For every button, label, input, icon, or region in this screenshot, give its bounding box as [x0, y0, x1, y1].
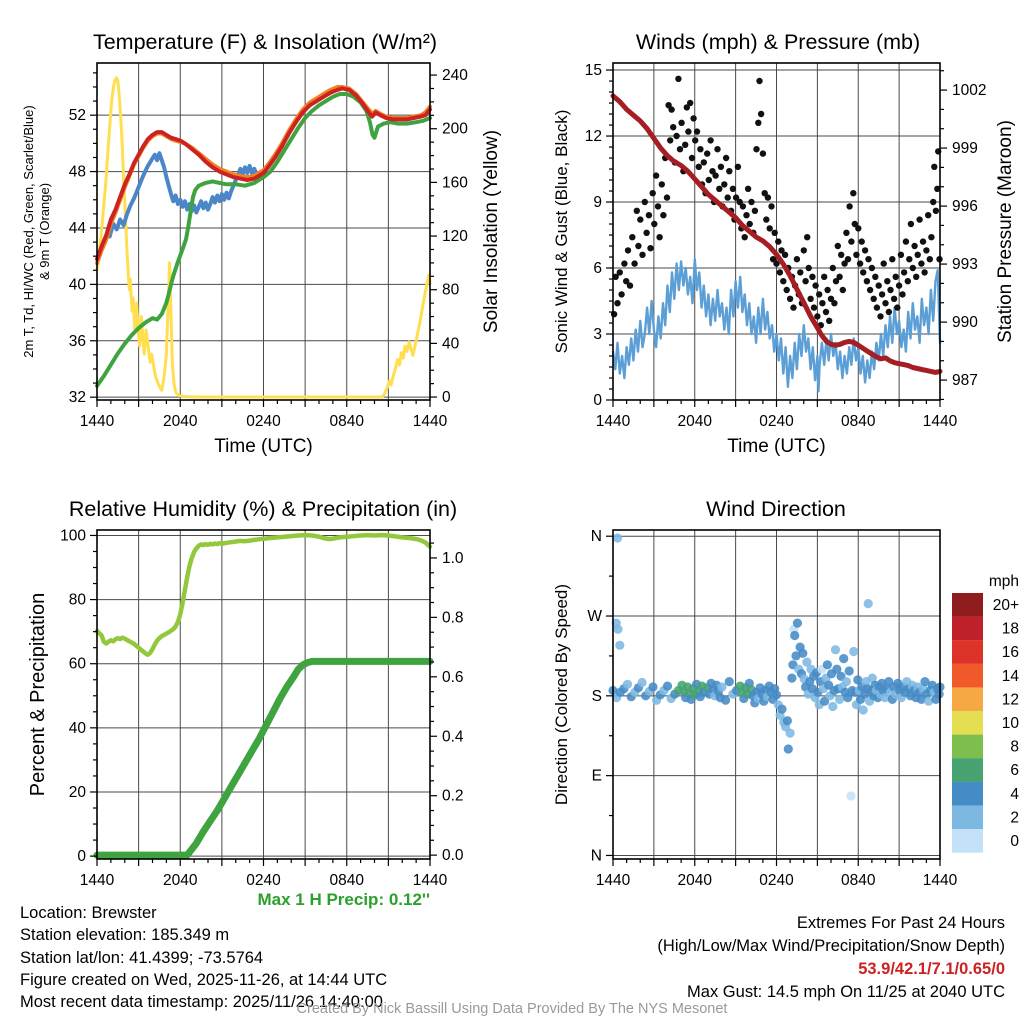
winds-pressure-x-tick-label: 1440 — [595, 413, 631, 430]
colorbar-swatch — [952, 805, 983, 829]
humidity-precip-y-tick-label: 0 — [77, 848, 86, 866]
winds-pressure-x-tick-label: 1440 — [922, 413, 958, 430]
humidity-precip-y-tick-label: 40 — [68, 719, 86, 737]
station-location: Location: Brewster — [20, 904, 157, 922]
wind-direction-chart — [552, 497, 1019, 889]
temperature-insolation-ylabel: & 9m T (Orange) — [37, 182, 52, 281]
colorbar-tick-label: 6 — [1010, 762, 1019, 780]
colorbar-tick-label: 0 — [1010, 833, 1019, 850]
humidity-precip-ylabel: Percent & Precipitation — [27, 592, 49, 797]
wind-direction-ylabel: Direction (Colored By Speed) — [552, 583, 571, 806]
temperature-insolation-title: Temperature (F) & Insolation (W/m²) — [92, 30, 438, 54]
temperature-insolation-x-tick-label: 1440 — [79, 413, 115, 430]
temperature-insolation-y-tick-label: 52 — [68, 107, 86, 125]
temperature-insolation-y2-tick-label: 160 — [442, 174, 468, 192]
max-gust: Max Gust: 14.5 mph On 11/25 at 2040 UTC — [687, 983, 1005, 1001]
winds-pressure-y2-tick-label: 999 — [952, 140, 978, 158]
winds-pressure-y-tick-label: 9 — [593, 194, 602, 212]
colorbar-swatch — [952, 664, 983, 688]
figure-created: Figure created on Wed, 2025-11-26, at 14:44 UTC — [20, 970, 388, 989]
credit-line: Created By Nick Bassill Using Data Provided By The NYS Mesonet — [296, 1001, 728, 1017]
colorbar-tick-label: 20+ — [992, 597, 1019, 614]
winds-pressure-title: Winds (mph) & Pressure (mb) — [635, 30, 921, 54]
humidity-precip-chart — [27, 497, 464, 889]
colorbar-swatch — [952, 617, 983, 641]
winds-pressure-xlabel: Time (UTC) — [727, 436, 826, 457]
temperature-insolation-xlabel: Time (UTC) — [214, 436, 313, 457]
winds-pressure-y-tick-label: 0 — [593, 392, 602, 409]
winds-pressure-y2-tick-label: 993 — [952, 256, 978, 274]
temperature-insolation-ylabel: 2m T, Td, HI/WC (Red, Green, Scarlet/Blue) — [21, 105, 36, 358]
humidity-precip-grid — [97, 530, 430, 859]
humidity-precip-title: Relative Humidity (%) & Precipitation (in) — [68, 497, 458, 521]
winds-pressure-y2-tick-label: 987 — [952, 372, 978, 390]
recent-timestamp: Most recent data timestamp: 2025/11/26 14:40:00 — [20, 993, 383, 1012]
temperature-insolation-x-tick-label: 2040 — [163, 413, 198, 430]
station-elevation: Station elevation: 185.349 m — [20, 926, 230, 945]
temperature-insolation-y2-tick-label: 0 — [442, 389, 451, 407]
temperature-insolation-x-tick-label: 0240 — [246, 413, 281, 430]
colorbar-swatch — [952, 782, 983, 806]
humidity-precip-x-tick-label: 1440 — [79, 872, 115, 889]
colorbar-tick-label: 14 — [1001, 667, 1019, 685]
colorbar-swatch — [952, 758, 983, 782]
temperature-insolation-y2-tick-label: 120 — [442, 228, 468, 246]
humidity-precip-y2-tick-label: 0.0 — [442, 847, 464, 865]
temperature-insolation-y2-tick-label: 240 — [442, 67, 468, 85]
wind-direction-y-tick-label: S — [591, 687, 602, 705]
winds-pressure-ylabel: Sonic Wind & Gust (Blue, Black) — [552, 109, 571, 354]
wind-direction-y-tick-label: E — [591, 767, 602, 785]
temperature-insolation-y-tick-label: 40 — [68, 276, 86, 294]
temperature-insolation-y-tick-label: 48 — [68, 163, 86, 181]
wind-direction-x-tick-label: 1440 — [922, 872, 958, 889]
colorbar-swatch — [952, 711, 983, 735]
humidity-precip-y2-tick-label: 0.8 — [442, 609, 464, 627]
extremes-title: Extremes For Past 24 Hours — [796, 914, 1005, 932]
station-latlon: Station lat/lon: 41.4399; -73.5764 — [20, 948, 264, 967]
colorbar-unit-label: mph — [988, 573, 1019, 590]
colorbar-tick-label: 8 — [1010, 738, 1019, 756]
wind-direction-x-tick-label: 2040 — [677, 872, 712, 889]
temperature-insolation-y2-tick-label: 40 — [442, 335, 460, 353]
colorbar-swatch — [952, 593, 983, 617]
humidity-precip-y2-tick-label: 0.2 — [442, 787, 464, 805]
colorbar-swatch — [952, 829, 983, 853]
wind-direction-y-tick-label: N — [590, 847, 602, 865]
colorbar-swatch — [952, 640, 983, 664]
wind-direction-y-tick-label: N — [590, 528, 602, 546]
winds-pressure-y2-tick-label: 996 — [952, 198, 978, 216]
winds-pressure-x-tick-label: 0840 — [841, 413, 876, 430]
temperature-insolation-y2label: Solar Insolation (Yellow) — [481, 129, 502, 334]
humidity-precip-y2-tick-label: 0.6 — [442, 668, 464, 686]
colorbar-swatch — [952, 735, 983, 759]
temperature-insolation-y-tick-label: 44 — [68, 219, 86, 237]
winds-pressure-x-tick-label: 0240 — [759, 413, 794, 430]
humidity-precip-y-tick-label: 20 — [68, 783, 86, 801]
temperature-insolation-x-tick-label: 0840 — [329, 413, 364, 430]
wind-direction-x-tick-label: 1440 — [595, 872, 631, 889]
winds-pressure-y-tick-label: 3 — [593, 326, 602, 344]
colorbar-tick-label: 2 — [1010, 809, 1019, 827]
temperature-insolation-y-tick-label: 36 — [68, 332, 86, 350]
humidity-precip-x-tick-label: 1440 — [412, 872, 448, 889]
humidity-precip-y-tick-label: 100 — [60, 527, 86, 545]
wind-direction-title: Wind Direction — [706, 497, 846, 521]
winds-pressure-y2label: Station Pressure (Maroon) — [995, 120, 1016, 343]
extremes-block — [657, 912, 1005, 1004]
colorbar-swatch — [952, 687, 983, 711]
humidity-precip-x-tick-label: 2040 — [163, 872, 198, 889]
temperature-insolation-chart — [21, 30, 502, 457]
colorbar-tick-label: 18 — [1001, 620, 1019, 638]
extremes-subtitle: (High/Low/Max Wind/Precipitation/Snow Depth) — [657, 937, 1005, 955]
wind-direction-x-tick-label: 0840 — [841, 872, 876, 889]
temperature-insolation-y2-tick-label: 200 — [442, 120, 468, 138]
max-precip-note: Max 1 H Precip: 0.12'' — [257, 890, 430, 909]
humidity-precip-y2-tick-label: 0.4 — [442, 728, 464, 746]
wind-direction-x-tick-label: 0240 — [759, 872, 794, 889]
station-info — [20, 902, 387, 1013]
winds-pressure-y-tick-label: 12 — [584, 128, 602, 146]
colorbar-tick-label: 16 — [1001, 644, 1019, 662]
humidity-precip-y-tick-label: 60 — [68, 655, 86, 673]
humidity-precip-y2-tick-label: 1.0 — [442, 549, 464, 567]
winds-pressure-chart — [552, 30, 1016, 457]
colorbar-tick-label: 10 — [1001, 715, 1019, 732]
speed-colorbar — [952, 593, 983, 853]
colorbar-tick-label: 4 — [1010, 785, 1019, 803]
extremes-values: 53.9/42.1/7.1/0.65/0 — [858, 960, 1005, 978]
winds-pressure-y-tick-label: 6 — [593, 260, 602, 278]
winds-pressure-y2-tick-label: 990 — [952, 314, 978, 332]
temperature-insolation-y2-tick-label: 80 — [442, 281, 460, 299]
humidity-precip-x-tick-label: 0840 — [329, 872, 364, 889]
winds-pressure-y2-tick-label: 1002 — [952, 82, 987, 100]
winds-pressure-y-tick-label: 15 — [584, 62, 602, 80]
temperature-insolation-y-tick-label: 32 — [68, 389, 86, 407]
colorbar-tick-label: 12 — [1001, 691, 1019, 709]
humidity-precip-x-tick-label: 0240 — [246, 872, 281, 889]
humidity-precip-y-tick-label: 80 — [68, 591, 86, 609]
temperature-insolation-x-tick-label: 1440 — [412, 413, 448, 430]
wind-direction-y-tick-label: W — [587, 608, 602, 626]
winds-pressure-x-tick-label: 2040 — [677, 413, 712, 430]
